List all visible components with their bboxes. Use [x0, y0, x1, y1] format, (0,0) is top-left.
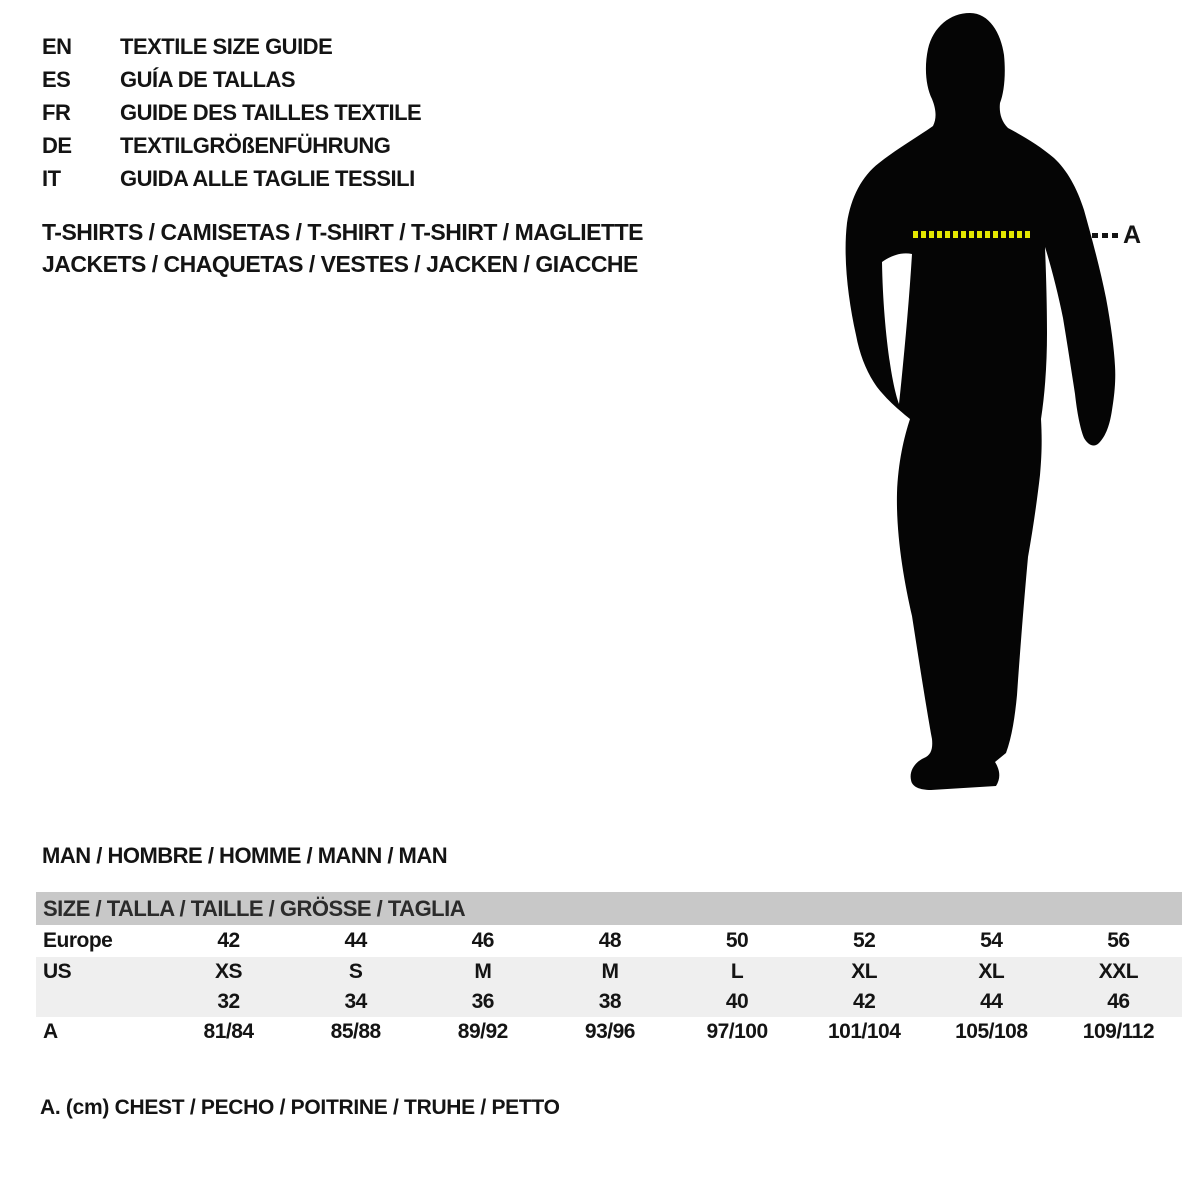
language-code: FR [42, 99, 71, 125]
man-silhouette [820, 0, 1200, 800]
size-cell: M [474, 960, 492, 983]
language-code: IT [42, 165, 61, 191]
language-row-de [42, 129, 421, 162]
size-cell: 36 [471, 990, 494, 1013]
language-title: GUIDE DES TAILLES TEXTILE [120, 99, 422, 125]
language-title: TEXTILE SIZE GUIDE [120, 33, 333, 59]
size-cell: 40 [725, 990, 749, 1013]
size-cell: 46 [471, 929, 494, 952]
size-cell: 109/112 [1082, 1020, 1155, 1043]
chest-measure-dotted-line [913, 231, 1033, 238]
language-title: GUÍA DE TALLAS [120, 66, 296, 92]
table-row-europe [36, 925, 1182, 957]
language-row-fr [42, 96, 421, 129]
category-line-jackets: JACKETS / CHAQUETAS / VESTES / JACKEN / GIACCHE [42, 251, 638, 277]
size-cell: XS [215, 960, 243, 983]
size-cell: 97/100 [706, 1020, 768, 1043]
language-code: DE [42, 132, 72, 158]
size-cell: 44 [980, 990, 1003, 1013]
measure-callout-dashes [1092, 233, 1119, 238]
section-title-man: MAN / HOMBRE / HOMME / MANN / MAN [42, 843, 448, 868]
measure-callout-label: A [1123, 221, 1142, 249]
size-cell: 50 [725, 929, 749, 952]
size-cell: S [348, 960, 363, 983]
size-cell: 44 [344, 929, 367, 952]
row-label: US [43, 960, 72, 983]
size-cell: 34 [344, 990, 367, 1013]
size-cell: XL [851, 960, 878, 983]
language-code: EN [42, 33, 72, 59]
language-title-list [42, 30, 421, 195]
language-row-es [42, 63, 421, 96]
category-line-tshirts: T-SHIRTS / CAMISETAS / T-SHIRT / T-SHIRT / MAGLIETTE [42, 219, 643, 245]
size-cell: 93/96 [584, 1020, 635, 1043]
size-cell: 48 [598, 929, 622, 952]
language-row-it [42, 162, 421, 195]
size-table-header: SIZE / TALLA / TAILLE / GRÖSSE / TAGLIA [36, 892, 1182, 925]
category-lines [42, 219, 643, 283]
size-cell: 81/84 [203, 1020, 254, 1043]
table-row-us [36, 957, 1182, 987]
size-cell: 85/88 [330, 1020, 381, 1043]
size-cell: 32 [217, 990, 240, 1013]
man-silhouette-figure [820, 0, 1200, 800]
language-title: TEXTILGRÖßENFÜHRUNG [120, 132, 391, 158]
table-row-us-numeric [36, 987, 1182, 1017]
table-row-chest-a [36, 1017, 1182, 1047]
row-label: A [43, 1020, 58, 1043]
size-cell: 89/92 [457, 1020, 508, 1043]
measurement-footnote: A. (cm) CHEST / PECHO / POITRINE / TRUHE / PETTO [40, 1096, 560, 1119]
size-cell: 105/108 [955, 1020, 1028, 1043]
size-cell: 42 [217, 929, 240, 952]
size-cell: L [730, 960, 744, 983]
size-cell: 42 [853, 990, 876, 1013]
size-cell: 56 [1107, 929, 1130, 952]
size-table [36, 892, 1182, 1047]
language-title: GUIDA ALLE TAGLIE TESSILI [120, 165, 415, 191]
size-cell: XXL [1098, 960, 1139, 983]
language-code: ES [42, 66, 71, 92]
size-cell: M [601, 960, 619, 983]
size-cell: 101/104 [827, 1020, 901, 1043]
language-row-en [42, 30, 421, 63]
size-cell: XL [978, 960, 1005, 983]
size-cell: 38 [598, 990, 622, 1013]
size-cell: 46 [1107, 990, 1130, 1013]
size-cell: 54 [980, 929, 1003, 952]
row-label: Europe [43, 929, 113, 952]
size-cell: 52 [853, 929, 876, 952]
